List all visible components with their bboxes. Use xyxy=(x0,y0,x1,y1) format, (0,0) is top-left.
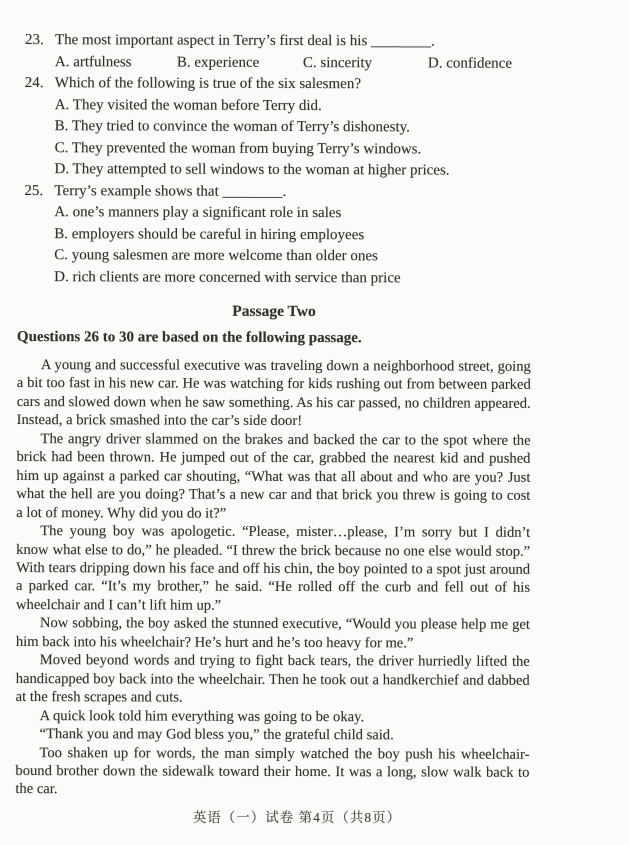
question-23-option-c: C. sincerity xyxy=(302,54,373,71)
questions-section xyxy=(17,30,532,290)
question-24 xyxy=(17,73,531,182)
question-23-option-d: D. confidence xyxy=(427,54,513,72)
question-24-option-a: A. They visited the woman before Terry did. xyxy=(54,96,322,114)
question-24-option-c: C. They prevented the woman from buying Terry’s windows. xyxy=(54,139,422,157)
page-footer: 英语（一）试卷 第4页（共8页） xyxy=(192,810,402,825)
page-content xyxy=(15,30,532,801)
passage-paragraph-1: A young and successful executive was traveling down a neighborhood street, going a bit too fast in his new car. He was watching for kids rushing out from between parked cars and slowed down when he saw something. As his car passed, no children appeared. Instead, a brick smashed into the car’s side door! xyxy=(16,357,531,430)
question-25-number: 25. xyxy=(24,182,44,199)
question-25-option-b: B. employers should be careful in hiring employees xyxy=(54,225,365,243)
question-23-option-b: B. experience xyxy=(176,54,260,71)
question-25-line xyxy=(17,180,531,203)
passage-paragraph-8: Too shaken up for words, the man simply watched the boy push his wheelchair-bound brother down the sidewalk toward their home. It was a long, slow walk back to the car. xyxy=(15,744,530,798)
passage-paragraph-5: Moved beyond words and trying to fight back tears, the driver hurriedly lifted the handicapped boy back into the wheelchair. Then he took out a handkerchief and dabbed at the fresh scrapes and cuts. xyxy=(15,652,530,706)
passage-paragraph-4: Now sobbing, the boy asked the stunned executive, “Would you please help me get him back into his wheelchair? He’s hurt and he’s too heavy for me.” xyxy=(15,615,530,652)
question-25-option-d: D. rich clients are more concerned with service than price xyxy=(54,268,401,286)
question-23-option-a: A. artfulness xyxy=(54,53,132,70)
question-25-option-a: A. one’s manners play a significant role in sales xyxy=(54,204,342,222)
passage-paragraph-7: “Thank you and may God bless you,” the grateful child said. xyxy=(39,726,394,744)
question-25-option-c: C. young salesmen are more welcome than older ones xyxy=(54,247,378,265)
question-24-line xyxy=(18,73,532,96)
passage-paragraph-2: The angry driver slammed on the brakes and backed the car to the spot where the brick had been thrown. He jumped out of the car, grabbed the nearest kid and pushed him up against a parked car shouting, “What was that all about and who are you? Just what the hell are you doing? That’s a new car and that brick you threw is going to cost a lot of money. Why did you do it?” xyxy=(16,430,531,522)
question-24-number: 24. xyxy=(24,75,44,92)
passage-heading: Passage Two xyxy=(232,302,316,321)
passage-paragraph-6: A quick look told him everything was going to be okay. xyxy=(39,707,365,725)
question-23-options xyxy=(18,51,532,74)
passage-instruction: Questions 26 to 30 are based on the following passage. xyxy=(16,328,362,347)
question-23-stem: The most important aspect in Terry’s first deal is his ________. xyxy=(54,32,435,50)
passage-body xyxy=(15,356,531,801)
question-24-stem: Which of the following is true of the six salesmen? xyxy=(54,75,362,93)
question-23-number: 23. xyxy=(24,32,44,49)
question-24-option-b: B. They tried to convince the woman of Terry’s dishonesty. xyxy=(54,118,410,136)
question-24-option-d: D. They attempted to sell windows to the woman at higher prices. xyxy=(54,161,450,179)
passage-paragraph-3: The young boy was apologetic. “Please, mister…please, I’m sorry but I didn’t know what else to do,” he pleaded. “I threw the brick because no one else would stop.” With tears dripping down his face and off his chin, the boy pointed to a spot just around a parked car. “It’s my brother,” he said. “He rolled off the curb and fell out of his wheelchair and I can’t lift him up.” xyxy=(15,523,531,614)
question-23 xyxy=(18,30,532,75)
question-23-line xyxy=(18,30,532,53)
question-25-stem: Terry’s example shows that ________. xyxy=(54,182,287,200)
question-25 xyxy=(17,180,531,289)
